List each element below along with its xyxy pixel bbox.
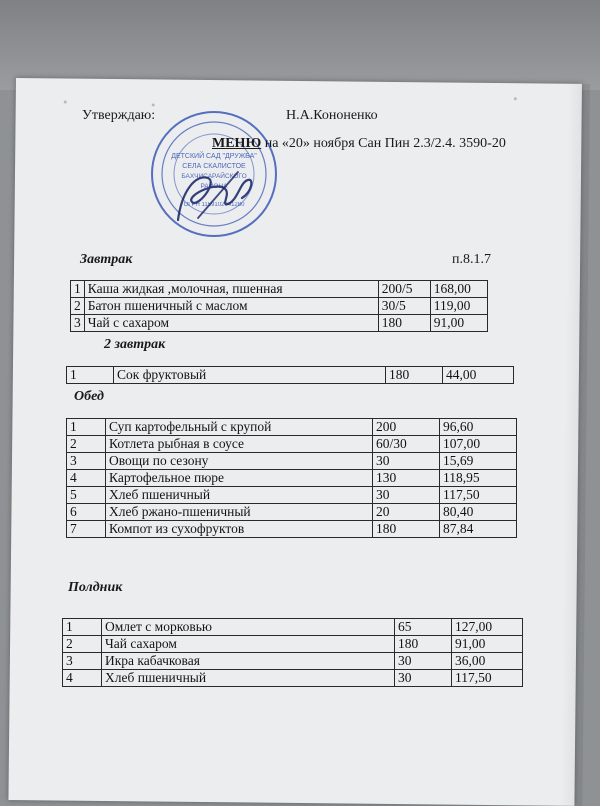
menu-table-lunch <box>66 418 517 538</box>
svg-text:ОГРН 1159102041280: ОГРН 1159102041280 <box>183 202 245 208</box>
dish-name-cell: Каша жидкая ,молочная, пшенная <box>84 281 378 298</box>
menu-table-breakfast <box>70 280 488 332</box>
menu-title-line <box>212 136 506 152</box>
menu-table-snack <box>62 618 523 687</box>
row-number-cell: 7 <box>67 521 106 538</box>
row-number-cell: 2 <box>71 298 85 315</box>
portion-size-cell: 30 <box>395 653 452 670</box>
section-title-second-breakfast: 2 завтрак <box>104 337 166 352</box>
row-number-cell: 1 <box>71 281 85 298</box>
svg-text:СЕЛА СКАЛИСТОЕ: СЕЛА СКАЛИСТОЕ <box>182 163 246 170</box>
table-row <box>67 504 517 521</box>
row-number-cell: 3 <box>63 653 102 670</box>
menu-title: МЕНЮ <box>212 136 262 151</box>
dish-name-cell: Батон пшеничный с маслом <box>84 298 378 315</box>
table-row <box>67 453 517 470</box>
punch-hole-dot <box>514 97 517 100</box>
background-surface <box>0 0 600 90</box>
portion-size-cell: 180 <box>373 521 440 538</box>
table-row <box>71 298 488 315</box>
dish-name-cell: Чай сахаром <box>102 636 395 653</box>
table-row <box>67 487 517 504</box>
row-number-cell: 1 <box>67 367 114 384</box>
table-row <box>67 367 514 384</box>
dish-name-cell: Хлеб пшеничный <box>102 670 395 687</box>
approver-name: Н.А.Кононенко <box>286 108 378 123</box>
section-title-snack: Полдник <box>68 580 123 595</box>
price-cell: 44,00 <box>443 367 514 384</box>
table-row <box>67 521 517 538</box>
portion-size-cell: 130 <box>373 470 440 487</box>
handwritten-signature <box>168 160 258 230</box>
portion-size-cell: 180 <box>386 367 443 384</box>
section-title-breakfast: Завтрак <box>80 252 133 267</box>
dish-name-cell: Котлета рыбная в соусе <box>106 436 373 453</box>
dish-name-cell: Хлеб пшеничный <box>106 487 373 504</box>
row-number-cell: 1 <box>67 419 106 436</box>
dish-name-cell: Омлет с морковью <box>102 619 395 636</box>
portion-size-cell: 65 <box>395 619 452 636</box>
menu-date-and-standard: на «20» ноября Сан Пин 2.3/2.4. 3590-20 <box>261 136 506 151</box>
row-number-cell: 3 <box>71 315 85 332</box>
price-cell: 107,00 <box>440 436 517 453</box>
approve-label: Утверждаю: <box>82 108 156 123</box>
price-cell: 118,95 <box>440 470 517 487</box>
dish-name-cell: Икра кабачковая <box>102 653 395 670</box>
price-cell: 15,69 <box>440 453 517 470</box>
punch-hole-dot <box>64 101 67 104</box>
price-cell: 117,50 <box>452 670 523 687</box>
table-row <box>67 419 517 436</box>
svg-text:ДЕТСКИЙ САД "ДРУЖБА": ДЕТСКИЙ САД "ДРУЖБА" <box>171 153 257 160</box>
row-number-cell: 3 <box>67 453 106 470</box>
price-cell: 80,40 <box>440 504 517 521</box>
table-row <box>63 670 523 687</box>
price-cell: 87,84 <box>440 521 517 538</box>
dish-name-cell: Сок фруктовый <box>114 367 386 384</box>
price-cell: 96,60 <box>440 419 517 436</box>
price-cell: 117,50 <box>440 487 517 504</box>
portion-size-cell: 180 <box>395 636 452 653</box>
portion-size-cell: 30 <box>373 453 440 470</box>
menu-table-second-breakfast <box>66 366 514 384</box>
table-row <box>71 315 488 332</box>
dish-name-cell: Картофельное пюре <box>106 470 373 487</box>
dish-name-cell: Суп картофельный с крупой <box>106 419 373 436</box>
price-cell: 91,00 <box>430 315 487 332</box>
portion-size-cell: 20 <box>373 504 440 521</box>
table-row <box>63 636 523 653</box>
portion-size-cell: 200 <box>373 419 440 436</box>
row-number-cell: 5 <box>67 487 106 504</box>
svg-text:БАХЧИСАРАЙСКОГО: БАХЧИСАРАЙСКОГО <box>181 173 247 180</box>
row-number-cell: 2 <box>63 636 102 653</box>
row-number-cell: 2 <box>67 436 106 453</box>
section-reference: п.8.1.7 <box>452 252 491 267</box>
portion-size-cell: 30/5 <box>378 298 430 315</box>
row-number-cell: 4 <box>63 670 102 687</box>
table-row <box>63 619 523 636</box>
portion-size-cell: 30 <box>373 487 440 504</box>
price-cell: 36,00 <box>452 653 523 670</box>
svg-text:РАЙОНА: РАЙОНА <box>200 183 228 190</box>
row-number-cell: 6 <box>67 504 106 521</box>
price-cell: 91,00 <box>452 636 523 653</box>
dish-name-cell: Чай с сахаром <box>84 315 378 332</box>
table-row <box>67 470 517 487</box>
portion-size-cell: 60/30 <box>373 436 440 453</box>
row-number-cell: 1 <box>63 619 102 636</box>
section-title-lunch: Обед <box>74 389 104 404</box>
portion-size-cell: 200/5 <box>378 281 430 298</box>
portion-size-cell: 30 <box>395 670 452 687</box>
price-cell: 168,00 <box>430 281 487 298</box>
dish-name-cell: Овощи по сезону <box>106 453 373 470</box>
row-number-cell: 4 <box>67 470 106 487</box>
portion-size-cell: 180 <box>378 315 430 332</box>
punch-hole-dot <box>152 103 155 106</box>
table-row <box>71 281 488 298</box>
dish-name-cell: Компот из сухофруктов <box>106 521 373 538</box>
dish-name-cell: Хлеб ржано-пшеничный <box>106 504 373 521</box>
table-row <box>63 653 523 670</box>
price-cell: 127,00 <box>452 619 523 636</box>
table-row <box>67 436 517 453</box>
price-cell: 119,00 <box>430 298 487 315</box>
